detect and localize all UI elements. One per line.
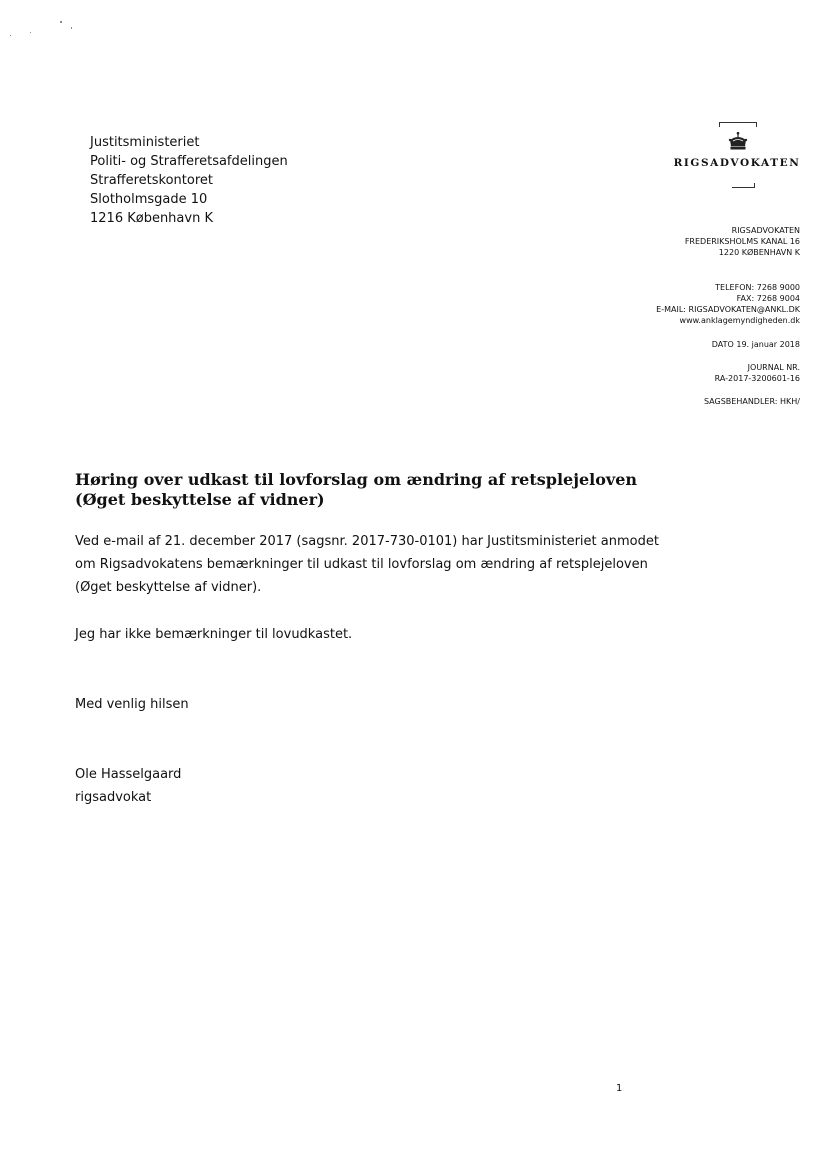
scan-speck <box>60 21 62 23</box>
heading-line: Høring over udkast til lovforslag om ændring af retsplejeloven <box>75 470 638 489</box>
sender-line: RIGSADVOKATEN <box>731 226 800 235</box>
letterhead-name: RIGSADVOKATEN <box>673 157 801 169</box>
journal-label: JOURNAL NR. <box>747 363 800 372</box>
sender-address <box>685 225 800 258</box>
recipient-line: Strafferetskontoret <box>90 173 214 188</box>
paragraph-line: om Rigsadvokatens bemærkninger til udkast til lovforslag om ændring af retsplejeloven <box>75 557 648 572</box>
page-number: 1 <box>616 1083 623 1094</box>
sender-line: 1220 KØBENHAVN K <box>718 248 800 257</box>
signature-block <box>75 763 675 809</box>
sender-website: www.anklagemyndigheden.dk <box>679 316 800 325</box>
body-paragraph <box>75 530 675 599</box>
paragraph-line: (Øget beskyttelse af vidner). <box>75 580 262 595</box>
logo-bracket-top <box>719 122 757 127</box>
journal-number: RA-2017-3200601-16 <box>714 374 800 383</box>
sender-contact <box>656 282 800 326</box>
recipient-line: Slotholmsgade 10 <box>90 192 208 207</box>
sender-line: FREDERIKSHOLMS KANAL 16 <box>684 237 800 246</box>
logo-bracket-bottom <box>732 183 755 188</box>
signer-title: rigsadvokat <box>75 790 152 805</box>
heading-line: (Øget beskyttelse af vidner) <box>75 490 325 509</box>
sender-phone: TELEFON: 7268 9000 <box>715 283 800 292</box>
body-paragraph: Jeg har ikke bemærkninger til lovudkastet. <box>75 627 353 642</box>
sender-email: E-MAIL: RIGSADVOKATEN@ANKL.DK <box>656 305 800 314</box>
letterhead-logo <box>672 118 802 194</box>
recipient-line: Politi- og Strafferetsafdelingen <box>90 154 288 169</box>
sender-fax: FAX: 7268 9004 <box>736 294 800 303</box>
paragraph-line: Ved e-mail af 21. december 2017 (sagsnr. 2017-730-0101) har Justitsministeriet anmodet <box>75 534 659 549</box>
royal-crown-icon <box>727 131 749 153</box>
recipient-line: 1216 København K <box>90 211 213 226</box>
letter-heading <box>75 470 675 510</box>
signer-name: Ole Hasselgaard <box>75 767 182 782</box>
recipient-line: Justitsministeriet <box>90 135 200 150</box>
case-handler: SAGSBEHANDLER: HKH/ <box>703 397 800 406</box>
closing-greeting: Med venlig hilsen <box>75 697 189 712</box>
scan-speck <box>30 32 31 33</box>
scan-speck <box>71 27 72 29</box>
recipient-address <box>90 133 288 228</box>
letter-date: DATO 19. januar 2018 <box>711 340 800 349</box>
journal-block <box>715 362 800 384</box>
scan-speck <box>10 35 11 36</box>
